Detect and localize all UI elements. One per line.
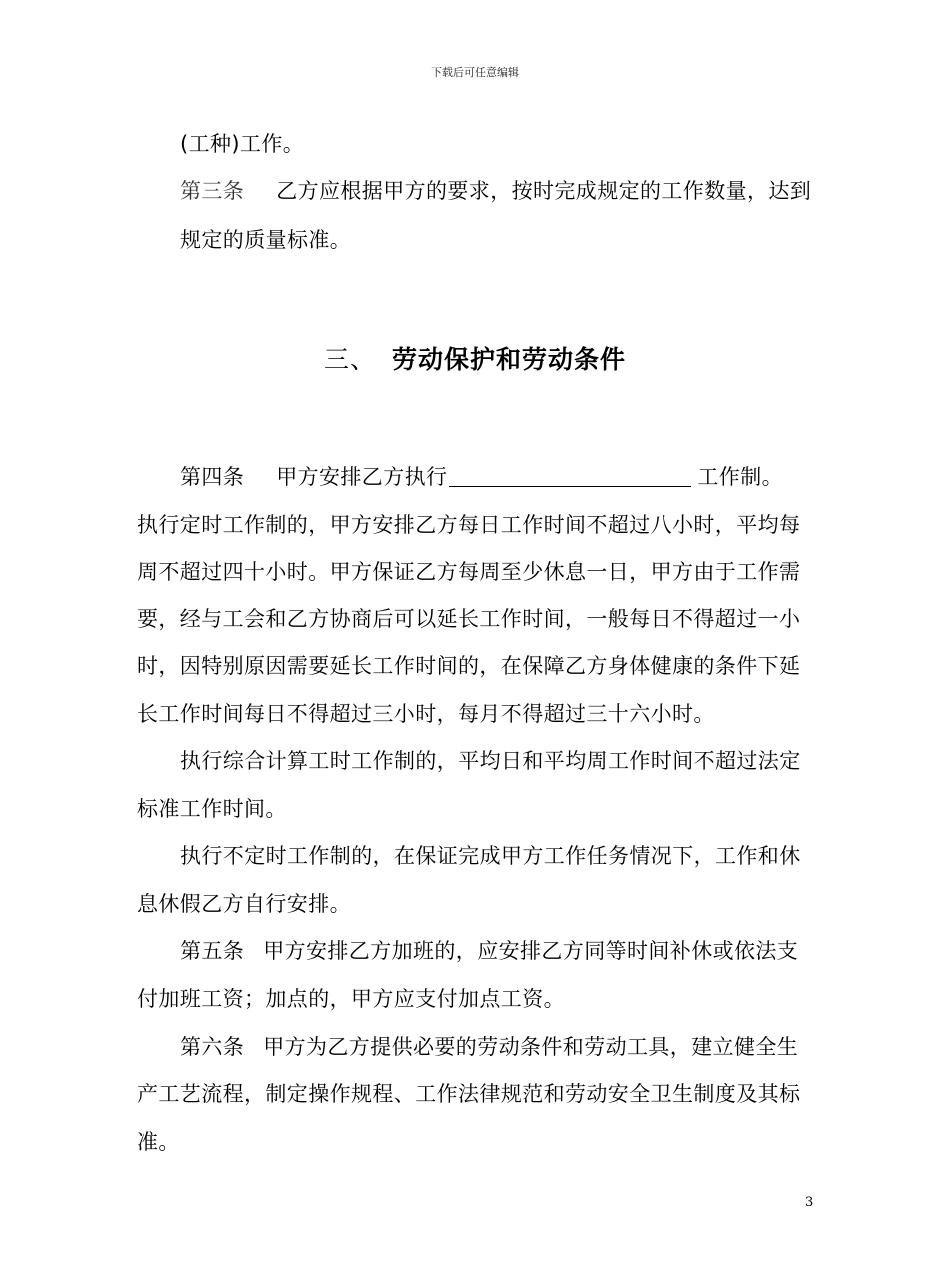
article-6-line-2: 产工艺流程，制定操作规程、工作法律规范和劳动安全卫生制度及其标 bbox=[137, 1082, 801, 1106]
header-note: 下载后可任意编辑 bbox=[431, 66, 519, 79]
article-6-line-1 bbox=[180, 1033, 798, 1061]
article-5-line-2: 付加班工资；加点的，甲方应支付加点工资。 bbox=[137, 987, 565, 1011]
page-number: 3 bbox=[805, 1195, 814, 1210]
fill-in-blank bbox=[449, 466, 691, 487]
article-4-body-line: 时，因特别原因需要延长工作时间的，在保障乙方身体健康的条件下延 bbox=[137, 654, 801, 678]
article-3-text-1: 乙方应根据甲方的要求，按时完成规定的工作数量，达到 bbox=[276, 179, 812, 203]
section-number: 三、 bbox=[323, 345, 376, 374]
section-title: 劳动保护和劳动条件 bbox=[392, 345, 627, 374]
article-4-label: 第四条 bbox=[180, 465, 245, 489]
article-4-body-line: 要，经与工会和乙方协商后可以延长工作时间，一般每日不得超过一小 bbox=[137, 607, 801, 631]
article-4-para-3-line-2: 息休假乙方自行安排。 bbox=[137, 892, 351, 916]
section-heading bbox=[0, 340, 950, 376]
article-6-line-3: 准。 bbox=[137, 1130, 180, 1154]
article-5-line-1 bbox=[180, 937, 798, 965]
article-4-text-before-blank: 甲方安排乙方执行 bbox=[276, 465, 448, 489]
article-4-para-2-line-1: 执行综合计算工时工作制的，平均日和平均周工作时间不超过法定 bbox=[180, 749, 801, 773]
article-4-para-2-line-2: 标准工作时间。 bbox=[137, 797, 287, 821]
article-6-label: 第六条 bbox=[180, 1035, 245, 1059]
article-3-label: 第三条 bbox=[180, 179, 245, 203]
article-4-text-after-blank: 工作制。 bbox=[697, 465, 784, 489]
article-6-text-1: 甲方为乙方提供必要的劳动条件和劳动工具，建立健全生 bbox=[263, 1035, 799, 1059]
article-4-para-3-line-1: 执行不定时工作制的，在保证完成甲方工作任务情况下，工作和休 bbox=[180, 844, 801, 868]
article-5-text-1: 甲方安排乙方加班的，应安排乙方同等时间补休或依法支 bbox=[263, 939, 799, 963]
article-3-line-1 bbox=[180, 177, 811, 205]
article-4-line-1 bbox=[180, 463, 783, 491]
article-4-body-line: 执行定时工作制的，甲方安排乙方每日工作时间不超过八小时，平均每 bbox=[137, 513, 801, 537]
article-5-label: 第五条 bbox=[180, 939, 245, 963]
article-4-body-line: 周不超过四十小时。甲方保证乙方每周至少休息一日，甲方由于工作需 bbox=[137, 560, 801, 584]
article-3-line-2: 规定的质量标准。 bbox=[180, 228, 352, 252]
article-4-body-line: 长工作时间每日不得超过三小时，每月不得超过三十六小时。 bbox=[137, 702, 715, 726]
article-2-tail: (工种)工作。 bbox=[180, 132, 305, 156]
